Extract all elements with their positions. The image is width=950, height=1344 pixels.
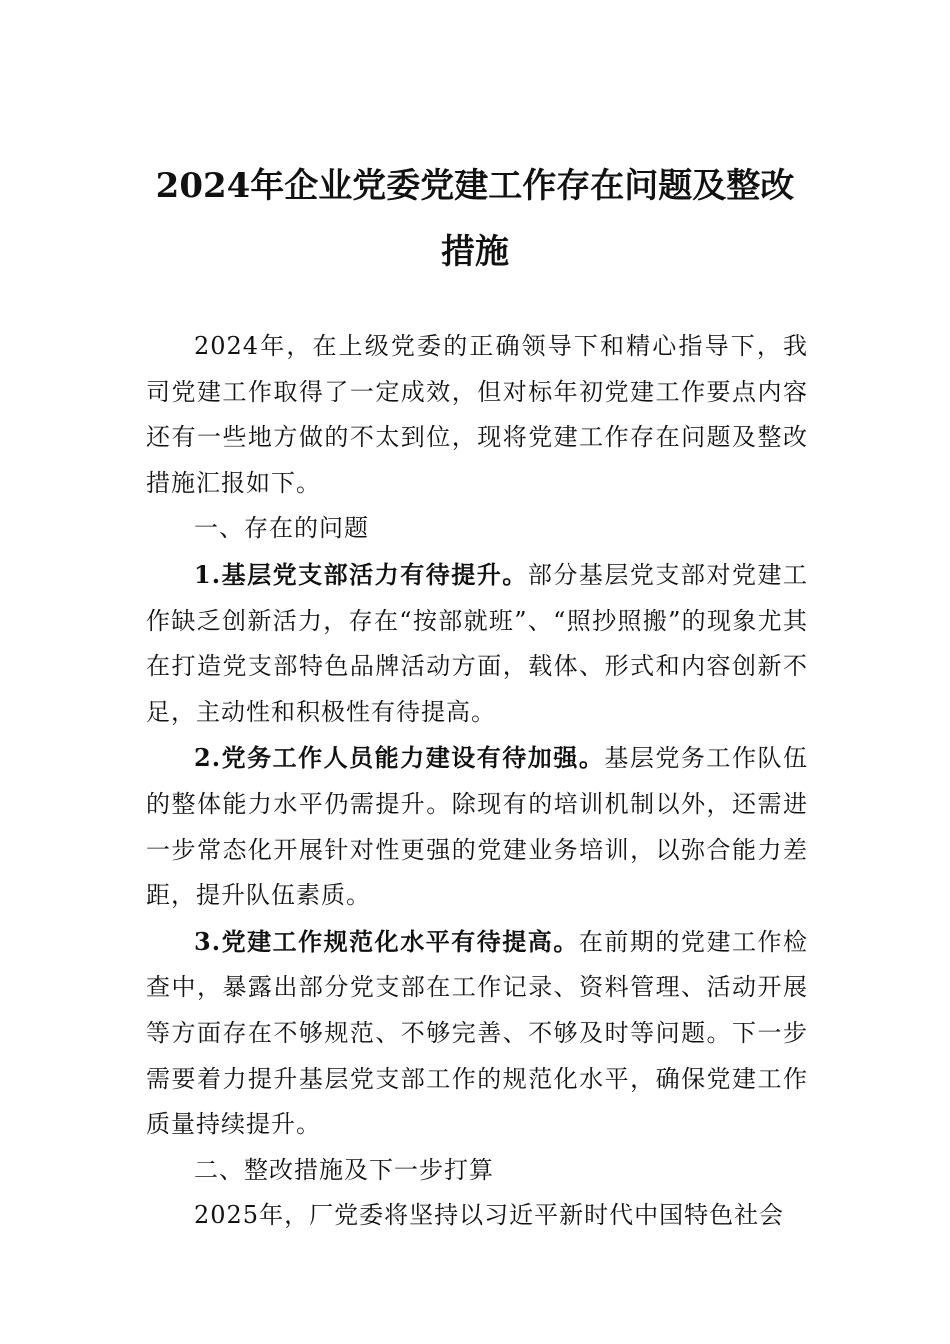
problem-item-2 <box>146 735 808 918</box>
section-heading-measures: 二、整改措施及下一步打算 <box>194 1155 494 1184</box>
problem-item-1 <box>146 552 808 735</box>
problem-item-2-lead: 2.党务工作人员能力建设有待加强。 <box>194 743 605 773</box>
document-title-line-1: 2024年企业党委党建工作存在问题及整改 <box>155 166 795 206</box>
problem-item-2-text: 基层党务工作队伍的整体能力水平仍需提升。除现有的培训机制以外，还需进一步常态化开展针对性更强的党建业务培训，以弥合能力差距，提升队伍素质。 <box>146 744 808 910</box>
problem-item-3 <box>146 919 808 1148</box>
intro-paragraph: 2024年，在上级党委的正确领导下和精心指导下，我司党建工作取得了一定成效，但对标年初党建工作要点内容还有一些地方做的不太到位，现将党建工作存在问题及整改措施汇报如下。 <box>146 332 808 497</box>
closing-paragraph: 2025年，厂党委将坚持以习近平新时代中国特色社会 <box>194 1201 785 1230</box>
section-heading-problems: 一、存在的问题 <box>194 514 369 543</box>
problem-item-3-text: 在前期的党建工作检查中，暴露出部分党支部在工作记录、资料管理、活动开展等方面存在不够规范、不够完善、不够及时等问题。下一步需要着力提升基层党支部工作的规范化水平，确保党建工作质量持续提升。 <box>146 927 808 1139</box>
document-title-line-2: 措施 <box>441 232 509 272</box>
problem-item-1-text: 部分基层党支部对党建工作缺乏创新活力，存在“按部就班”、“照抄照搬”的现象尤其在打造党支部特色品牌活动方面，载体、形式和内容创新不足，主动性和积极性有待提高。 <box>146 560 809 726</box>
problem-item-3-lead: 3.党建工作规范化水平有待提高。 <box>194 926 579 956</box>
document-body <box>146 324 808 1239</box>
problem-item-1-lead: 1.基层党支部活力有待提升。 <box>194 559 528 589</box>
